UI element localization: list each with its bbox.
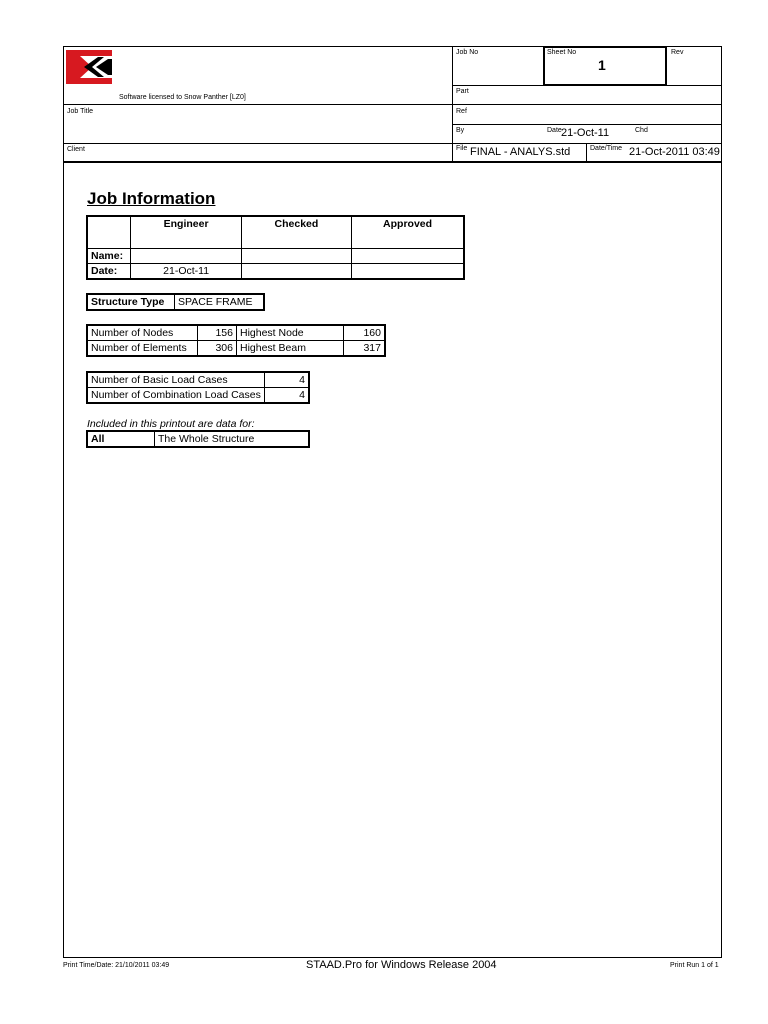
included-group: All <box>87 431 155 447</box>
structure-type-table <box>86 293 265 311</box>
structure-type-label: Structure Type <box>87 294 175 310</box>
header-divider <box>452 124 722 125</box>
ref-label: Ref <box>456 108 467 115</box>
rev-label: Rev <box>671 49 684 56</box>
sheet-no-value: 1 <box>598 57 606 73</box>
job-info-table <box>86 215 465 280</box>
elements-value: 306 <box>198 341 237 357</box>
client-label: Client <box>67 146 85 153</box>
date-label: Date <box>547 127 562 134</box>
nodes-label: Number of Nodes <box>87 325 198 341</box>
datetime-value: 21-Oct-2011 03:49 <box>629 146 720 158</box>
file-label: File <box>456 145 468 152</box>
col-checked: Checked <box>241 216 351 248</box>
nodes-value: 156 <box>198 325 237 341</box>
elements-label: Number of Elements <box>87 341 198 357</box>
row-name-label: Name: <box>87 248 131 263</box>
header-divider <box>63 104 722 105</box>
job-no-label: Job No <box>456 49 479 56</box>
combo-load-label: Number of Combination Load Cases <box>87 388 265 404</box>
chd-label: Chd <box>635 127 648 134</box>
by-label: By <box>456 127 465 134</box>
program-name: STAAD.Pro for Windows Release 2004 <box>306 959 497 971</box>
header-divider <box>586 143 587 161</box>
load-cases-table <box>86 371 310 404</box>
page-frame <box>63 46 722 958</box>
license-text: Software licensed to Snow Panther [LZ0] <box>119 94 246 101</box>
highest-node-value: 160 <box>344 325 386 341</box>
col-approved: Approved <box>352 216 464 248</box>
sheet-no-label: Sheet No <box>547 49 577 56</box>
included-description: The Whole Structure <box>155 431 310 447</box>
row-date-label: Date: <box>87 263 131 279</box>
header-bottom-rule <box>63 161 722 163</box>
section-title: Job Information <box>87 189 216 208</box>
basic-load-label: Number of Basic Load Cases <box>87 372 265 388</box>
engineer-date: 21-Oct-11 <box>131 263 241 279</box>
company-logo <box>66 50 112 84</box>
part-label: Part <box>456 88 469 95</box>
datetime-label: Date/Time <box>590 145 623 152</box>
basic-load-value: 4 <box>265 372 310 388</box>
highest-beam-label: Highest Beam <box>237 341 344 357</box>
combo-load-value: 4 <box>265 388 310 404</box>
col-engineer: Engineer <box>131 216 241 248</box>
header-divider <box>63 143 722 144</box>
counts-table <box>86 324 386 357</box>
file-value: FINAL - ANALYS.std <box>470 146 571 158</box>
job-title-label: Job Title <box>67 108 94 115</box>
highest-beam-value: 317 <box>344 341 386 357</box>
print-run: Print Run 1 of 1 <box>670 962 719 969</box>
included-note: Included in this printout are data for: <box>87 418 255 430</box>
structure-type-value: SPACE FRAME <box>175 294 265 310</box>
highest-node-label: Highest Node <box>237 325 344 341</box>
included-table <box>86 430 310 448</box>
print-time: Print Time/Date: 21/10/2011 03:49 <box>63 962 170 969</box>
date-value: 21-Oct-11 <box>561 127 610 139</box>
header-divider <box>452 46 453 162</box>
